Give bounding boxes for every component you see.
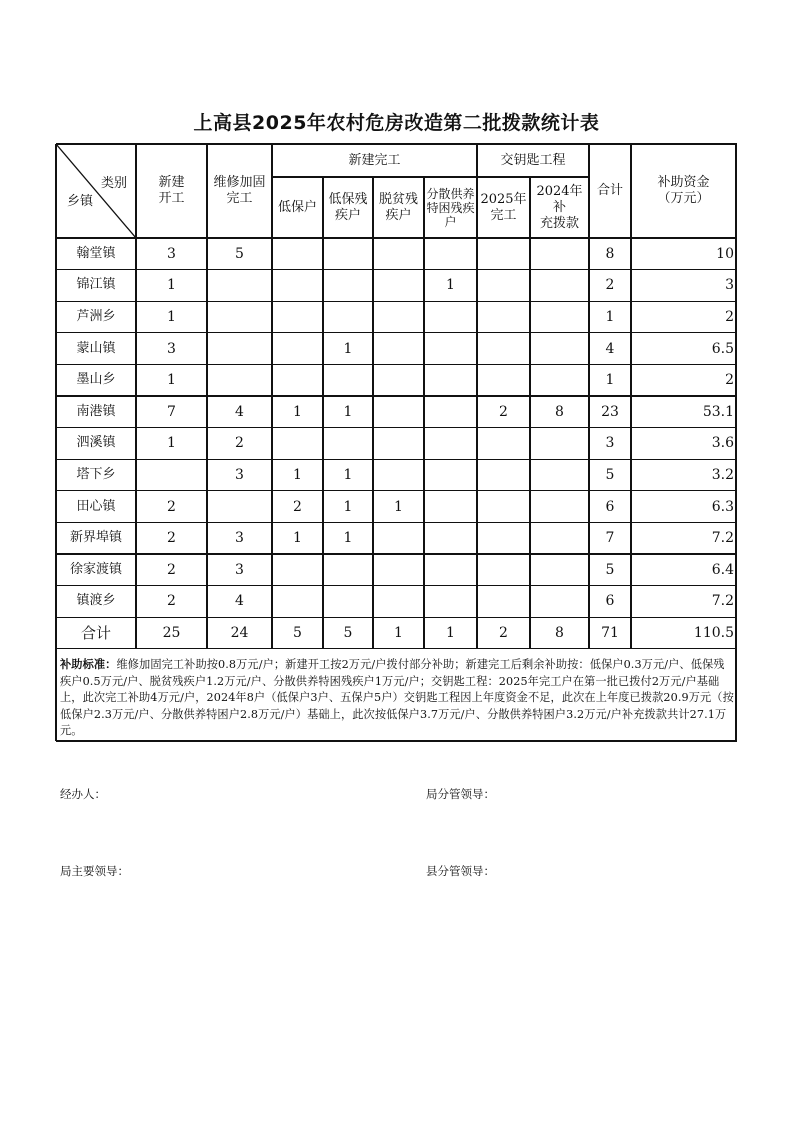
row-cell-value: 1 — [293, 466, 302, 483]
note-text: 维修加固完工补助按0.8万元/户；新建开工按2万元/户拨付部分补助；新建完工后剩余补助按：低保户0.3万元/户、低保残疾户0.5万元/户、脱贫残疾户1.2万元/户、分散供养特困残疾户1万元/户；交钥匙工程：2025年完工户在第一批已拨付2万元/户基础上，此次完工补助4万元/户，2024年8户（低保户3户、五保户5户）交钥匙工程因上年度资金不足，此次在上年度已拨款20.9万元（按低保户2.3万元/户、分散供养特困户2.8万元/户）基础上，此次按低保户3.7万元/户、分散供养特困户3.2万元/户补充拨款共计27.1万元。 — [60, 658, 734, 737]
column-rule — [372, 177, 373, 649]
row-cell-value — [477, 301, 530, 333]
row-cell-value: 1 — [343, 530, 353, 547]
page-title: 上高县2025年农村危房改造第二批拨款统计表 — [193, 112, 600, 134]
row-cell-value: 2 — [167, 530, 176, 547]
row-cell-value — [477, 554, 530, 586]
row-cell-value: 2 — [605, 277, 615, 294]
row-rule — [56, 427, 737, 428]
column-rule — [423, 177, 424, 649]
table-top-border — [56, 143, 737, 144]
row-town-name: 锦江镇 — [76, 277, 116, 293]
total-row-label: 合计 — [80, 623, 111, 642]
row-cell-value — [530, 270, 589, 302]
row-cell-value: 5 — [605, 466, 615, 483]
row-cell-value: 6 — [605, 593, 615, 610]
row-cell-value — [477, 364, 530, 396]
header-funds: 补助资金 （万元） — [657, 175, 710, 206]
row-funds-value: 6.5 — [711, 340, 734, 357]
allocation-table — [56, 144, 736, 741]
row-cell-value — [424, 396, 477, 428]
row-rule — [56, 553, 737, 554]
row-cell-value — [272, 554, 323, 586]
row-cell-value — [323, 364, 373, 396]
row-cell-value — [207, 364, 272, 396]
row-funds-value: 3 — [725, 277, 734, 294]
handler-signature-label: 经办人： — [60, 787, 106, 801]
row-cell-value — [530, 428, 589, 460]
column-rule — [271, 144, 272, 649]
row-cell-value — [477, 459, 530, 491]
header-key-project-col: 2024年补 充拨款 — [536, 183, 583, 231]
row-cell-value — [477, 522, 530, 554]
header-new-done-col: 脱贫残 疾户 — [378, 191, 418, 223]
row-town-name: 南港镇 — [76, 403, 116, 419]
row-cell-value: 3 — [235, 466, 244, 483]
row-cell-value: 1 — [167, 435, 176, 452]
header-key-project-col: 2025年 完工 — [480, 191, 527, 223]
row-rule — [56, 617, 737, 618]
corner-header-town: 乡镇 — [66, 194, 93, 209]
row-cell-value: 5 — [235, 245, 244, 262]
bureau-chief-signature-label: 局主要领导： — [60, 864, 129, 878]
row-cell-value: 1 — [605, 372, 615, 389]
county-leader-signature-label: 县分管领导： — [426, 864, 495, 878]
row-rule — [56, 585, 737, 586]
row-rule — [56, 522, 737, 523]
row-cell-value — [530, 301, 589, 333]
row-cell-value: 1 — [394, 498, 403, 515]
subsidy-standard-note — [60, 657, 734, 740]
table-right-border — [735, 144, 736, 741]
row-cell-value — [323, 428, 373, 460]
row-cell-value — [424, 554, 477, 586]
row-cell-value: 1 — [167, 372, 176, 389]
row-cell-value: 8 — [555, 403, 564, 420]
column-rule — [322, 177, 323, 649]
row-cell-value: 1 — [343, 466, 353, 483]
row-cell-value: 1 — [446, 277, 455, 294]
table-left-border — [55, 144, 56, 741]
column-rule — [476, 144, 477, 649]
column-rule — [630, 144, 631, 649]
column-rule — [206, 144, 207, 649]
row-cell-value — [424, 333, 477, 365]
row-cell-value — [530, 238, 589, 270]
row-cell-value: 4 — [605, 340, 615, 357]
row-town-name: 芦洲乡 — [76, 308, 116, 324]
column-rule — [588, 144, 589, 649]
row-cell-value — [424, 459, 477, 491]
row-town-name: 徐家渡镇 — [69, 561, 122, 577]
row-cell-value — [272, 270, 323, 302]
row-funds-value: 3.2 — [711, 466, 734, 483]
row-cell-value — [136, 459, 207, 491]
header-new-done-group: 新建完工 — [348, 152, 401, 168]
row-cell-value — [373, 301, 424, 333]
row-funds-value: 110.5 — [693, 624, 734, 641]
row-cell-value: 1 — [605, 308, 615, 325]
row-cell-value: 2 — [167, 593, 176, 610]
row-cell-value — [373, 586, 424, 618]
row-cell-value — [477, 491, 530, 523]
row-cell-value: 2 — [167, 498, 176, 515]
row-cell-value — [373, 459, 424, 491]
row-town-name: 墨山乡 — [76, 372, 116, 388]
row-cell-value — [424, 364, 477, 396]
row-cell-value — [477, 238, 530, 270]
row-cell-value — [373, 554, 424, 586]
row-cell-value — [373, 396, 424, 428]
row-rule — [56, 648, 737, 649]
row-cell-value: 24 — [230, 624, 249, 641]
row-rule — [56, 395, 737, 396]
row-rule — [56, 364, 737, 365]
row-rule — [56, 269, 737, 270]
row-town-name: 蒙山镇 — [76, 340, 116, 356]
row-funds-value: 2 — [725, 372, 734, 389]
row-funds-value: 3.6 — [711, 435, 734, 452]
column-rule — [135, 144, 136, 649]
row-cell-value: 5 — [343, 624, 353, 641]
row-cell-value — [530, 586, 589, 618]
note-bottom-border — [56, 740, 737, 741]
row-cell-value: 71 — [601, 624, 619, 641]
row-cell-value: 1 — [394, 624, 403, 641]
row-funds-value: 53.1 — [702, 403, 734, 420]
row-cell-value: 1 — [167, 308, 176, 325]
header-new-done-col: 分散供养 特困残疾 户 — [426, 186, 475, 229]
row-cell-value — [424, 428, 477, 460]
column-rule — [529, 177, 530, 649]
row-funds-value: 2 — [725, 308, 734, 325]
row-cell-value: 2 — [499, 403, 508, 420]
note-label: 补助标准： — [60, 658, 117, 671]
row-cell-value — [530, 333, 589, 365]
row-cell-value — [272, 333, 323, 365]
row-cell-value: 4 — [235, 593, 244, 610]
row-cell-value — [272, 364, 323, 396]
row-cell-value — [373, 364, 424, 396]
row-rule — [56, 490, 737, 491]
row-cell-value — [424, 238, 477, 270]
row-cell-value: 1 — [343, 403, 353, 420]
row-cell-value — [530, 459, 589, 491]
row-cell-value: 3 — [235, 530, 244, 547]
row-cell-value — [373, 333, 424, 365]
row-cell-value — [323, 586, 373, 618]
row-cell-value — [477, 586, 530, 618]
row-cell-value — [373, 270, 424, 302]
row-cell-value: 25 — [162, 624, 181, 641]
row-town-name: 镇渡乡 — [76, 593, 116, 609]
row-cell-value — [530, 491, 589, 523]
row-town-name: 翰堂镇 — [76, 245, 116, 261]
header-total: 合计 — [596, 183, 623, 198]
row-cell-value: 7 — [167, 403, 176, 420]
row-cell-value — [272, 238, 323, 270]
header-new-done-col: 低保残 疾户 — [328, 191, 368, 223]
row-cell-value — [323, 270, 373, 302]
row-cell-value — [477, 333, 530, 365]
row-cell-value: 1 — [446, 624, 455, 641]
row-cell-value — [424, 522, 477, 554]
row-cell-value — [323, 301, 373, 333]
row-cell-value: 8 — [555, 624, 564, 641]
row-cell-value: 23 — [601, 403, 619, 420]
row-cell-value — [207, 301, 272, 333]
row-cell-value — [477, 270, 530, 302]
row-cell-value — [424, 491, 477, 523]
header-bottom-rule — [56, 237, 737, 238]
row-funds-value: 7.2 — [711, 530, 734, 547]
header-key-project-group: 交钥匙工程 — [500, 152, 566, 168]
row-cell-value — [373, 522, 424, 554]
row-cell-value: 1 — [167, 277, 176, 294]
row-cell-value: 8 — [605, 245, 615, 262]
header-repair-done: 维修加固 完工 — [213, 175, 266, 206]
bureau-leader-signature-label: 局分管领导： — [426, 787, 495, 801]
row-cell-value: 2 — [293, 498, 302, 515]
row-cell-value — [272, 301, 323, 333]
corner-header-category: 类别 — [100, 176, 127, 191]
header-subgroup-rule — [272, 176, 590, 177]
row-town-name: 塔下乡 — [76, 466, 116, 482]
row-funds-value: 6.4 — [711, 561, 734, 578]
row-cell-value — [207, 333, 272, 365]
row-cell-value: 2 — [167, 561, 176, 578]
row-rule — [56, 459, 737, 460]
row-cell-value: 4 — [235, 403, 244, 420]
row-cell-value: 5 — [293, 624, 302, 641]
row-town-name: 田心镇 — [76, 498, 116, 514]
row-cell-value — [373, 238, 424, 270]
row-cell-value — [477, 428, 530, 460]
row-cell-value — [373, 428, 424, 460]
row-cell-value: 6 — [605, 498, 615, 515]
row-cell-value — [323, 554, 373, 586]
row-cell-value — [424, 301, 477, 333]
row-town-name: 泗溪镇 — [76, 435, 116, 451]
row-cell-value: 1 — [343, 340, 353, 357]
row-rule — [56, 332, 737, 333]
row-cell-value: 2 — [235, 435, 244, 452]
row-cell-value — [530, 522, 589, 554]
row-funds-value: 7.2 — [711, 593, 734, 610]
header-new-done-col: 低保户 — [277, 199, 317, 215]
row-cell-value: 1 — [293, 530, 302, 547]
row-cell-value — [207, 491, 272, 523]
row-cell-value: 7 — [605, 530, 615, 547]
row-funds-value: 10 — [716, 245, 734, 262]
row-cell-value: 3 — [167, 245, 176, 262]
row-cell-value — [424, 586, 477, 618]
row-town-name: 新界埠镇 — [69, 530, 122, 546]
row-cell-value: 3 — [167, 340, 176, 357]
row-cell-value — [272, 586, 323, 618]
row-cell-value: 5 — [605, 561, 615, 578]
row-cell-value — [530, 364, 589, 396]
row-cell-value — [272, 428, 323, 460]
row-cell-value: 3 — [235, 561, 244, 578]
row-cell-value: 1 — [293, 403, 302, 420]
row-cell-value — [323, 238, 373, 270]
row-rule — [56, 301, 737, 302]
header-new-start: 新建 开工 — [158, 175, 185, 206]
row-cell-value: 1 — [343, 498, 353, 515]
row-cell-value: 3 — [605, 435, 615, 452]
row-cell-value — [530, 554, 589, 586]
row-cell-value: 2 — [499, 624, 508, 641]
row-cell-value — [207, 270, 272, 302]
row-funds-value: 6.3 — [711, 498, 734, 515]
